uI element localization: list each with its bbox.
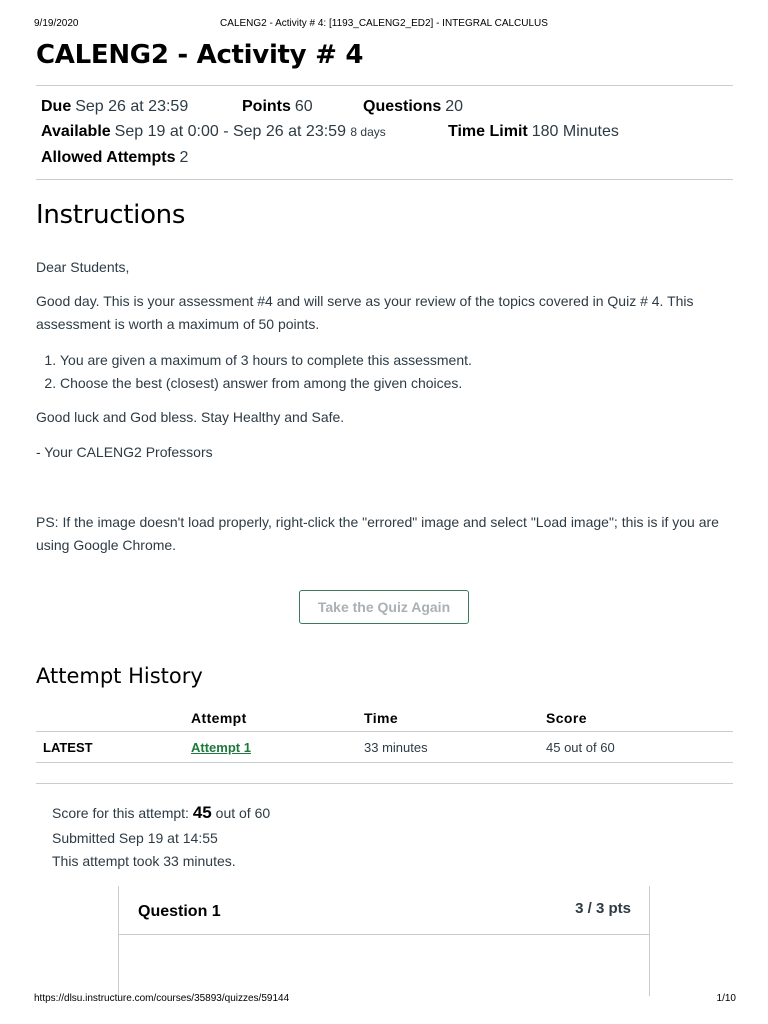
- attempt-history-table: [36, 704, 733, 763]
- divider: [36, 783, 733, 784]
- table-row: [36, 732, 733, 763]
- available-info: [41, 123, 386, 141]
- available-value: Sep 19 at 0:00 - Sep 26 at 23:59: [114, 123, 346, 140]
- instructions-greeting: Dear Students,: [36, 259, 130, 275]
- print-footer-page: 1/10: [716, 993, 736, 1004]
- column-header-score: Score: [546, 709, 587, 726]
- time-limit-value: 180 Minutes: [531, 123, 619, 140]
- questions-label: Questions: [363, 98, 442, 115]
- print-header-title: CALENG2 - Activity # 4: [1193_CALENG2_ED2] - INTEGRAL CALCULUS: [220, 18, 548, 29]
- take-quiz-again-button[interactable]: Take the Quiz Again: [299, 590, 469, 624]
- available-days: 8 days: [350, 125, 386, 139]
- score-cell: 45 out of 60: [539, 732, 733, 763]
- question-points: 3 / 3 pts: [575, 900, 631, 917]
- attempts-value: 2: [179, 149, 189, 166]
- score-suffix: out of 60: [215, 805, 271, 821]
- attempt-score: [52, 803, 270, 823]
- points-info: [242, 98, 313, 116]
- instructions-signature: - Your CALENG2 Professors: [36, 444, 213, 460]
- instructions-heading: Instructions: [36, 200, 186, 230]
- instructions-paragraph: Good day. This is your assessment #4 and will serve as your review of the topics covered in Quiz # 4. This assessment is worth a maximum of 50 points.: [36, 293, 694, 332]
- print-date: 9/19/2020: [34, 18, 79, 29]
- questions-value: 20: [445, 98, 464, 115]
- score-value: 45: [192, 803, 212, 822]
- time-cell: 33 minutes: [357, 732, 539, 763]
- instructions-list-item: 1. You are given a maximum of 3 hours to complete this assessment.: [60, 349, 472, 372]
- instructions-closing: Good luck and God bless. Stay Healthy and Safe.: [36, 409, 345, 425]
- instructions-list-item: 2. Choose the best (closest) answer from among the given choices.: [60, 372, 472, 395]
- divider: [36, 179, 733, 180]
- submitted-time: Submitted Sep 19 at 14:55: [52, 830, 218, 846]
- print-footer-url: https://dlsu.instructure.com/courses/35893/quizzes/59144: [34, 993, 290, 1004]
- due-value: Sep 26 at 23:59: [75, 98, 189, 115]
- column-header-blank: [36, 704, 184, 732]
- attempt-cell: [184, 732, 357, 763]
- questions-info: [363, 98, 463, 116]
- instructions-ps: PS: If the image doesn't load properly, right-click the "errored" image and select "Load image"; this is if you are using Google Chrome.: [36, 514, 719, 553]
- score-prefix: Score for this attempt:: [52, 805, 189, 821]
- instructions-list: [36, 349, 472, 395]
- attempt-link[interactable]: Attempt 1: [191, 739, 251, 755]
- allowed-attempts-info: [41, 149, 188, 167]
- available-label: Available: [41, 123, 111, 140]
- time-limit-label: Time Limit: [448, 123, 528, 140]
- points-value: 60: [294, 98, 313, 115]
- divider: [36, 85, 733, 86]
- due-info: [41, 98, 188, 116]
- time-limit-info: [448, 123, 619, 141]
- attempts-label: Allowed Attempts: [41, 149, 176, 166]
- column-header-attempt: Attempt: [191, 709, 247, 726]
- table-header-row: [36, 704, 733, 732]
- question-card: [118, 886, 650, 996]
- due-label: Due: [41, 98, 72, 115]
- latest-label: LATEST: [36, 732, 184, 763]
- page-title: CALENG2 - Activity # 4: [36, 40, 364, 70]
- column-header-time: Time: [364, 709, 399, 726]
- question-header: [119, 886, 649, 935]
- question-title: Question 1: [138, 903, 221, 920]
- attempt-duration: This attempt took 33 minutes.: [52, 853, 236, 869]
- points-label: Points: [242, 98, 291, 115]
- attempt-history-heading: Attempt History: [36, 664, 203, 688]
